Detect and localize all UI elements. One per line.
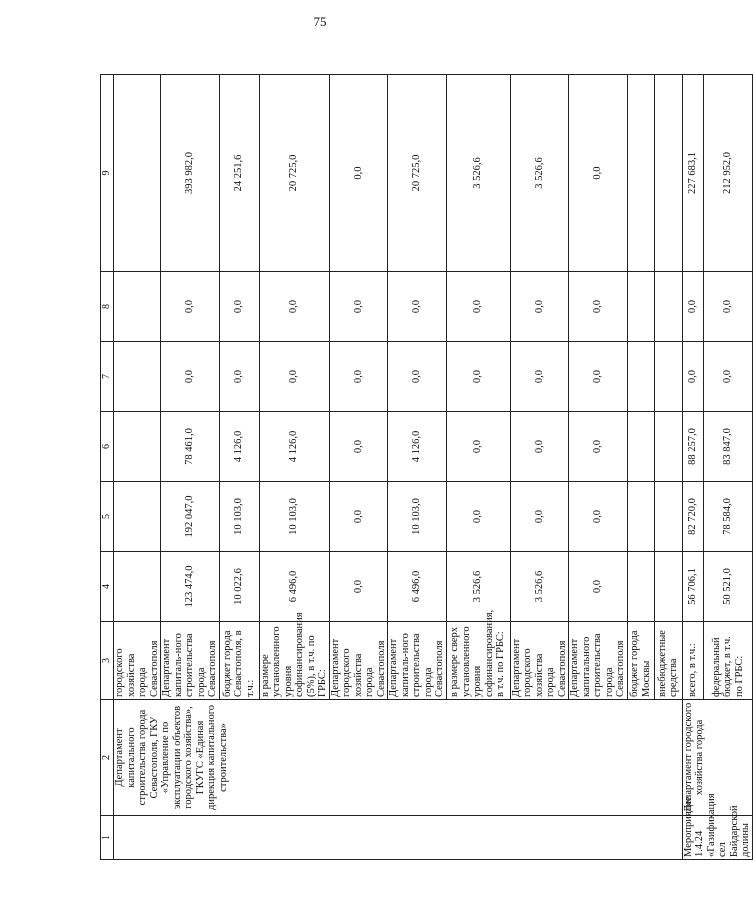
funding-source-cell: в размере сверх установленного уровня софинансирования, в т.ч. по ГРБС: [446,622,510,700]
value-cell [627,75,654,272]
value-cell: 0,0 [510,342,569,412]
value-cell: 0,0 [569,552,628,622]
value-cell: 0,0 [329,482,388,552]
value-cell: 0,0 [446,272,510,342]
value-cell: 0,0 [388,272,447,342]
value-cell [627,272,654,342]
table-row [682,75,704,860]
funding-source-cell: всего, в т.ч.: [682,622,704,700]
value-cell [114,552,161,622]
value-cell: 4 126,0 [259,412,329,482]
value-cell: 0,0 [259,272,329,342]
value-cell: 78 461,0 [161,412,220,482]
value-cell: 0,0 [569,482,628,552]
value-cell [627,342,654,412]
value-cell: 10 103,0 [259,482,329,552]
column-number-4: 4 [101,552,114,622]
value-cell: 3 526,6 [510,552,569,622]
value-cell [654,552,682,622]
table-body [101,75,753,860]
value-cell [627,482,654,552]
value-cell [654,412,682,482]
value-cell: 0,0 [259,342,329,412]
value-cell: 0,0 [219,272,259,342]
value-cell: 123 474,0 [161,552,220,622]
value-cell: 0,0 [569,75,628,272]
value-cell: 6 496,0 [259,552,329,622]
value-cell [654,272,682,342]
value-cell: 0,0 [682,342,704,412]
value-cell [114,75,161,272]
value-cell: 3 526,6 [446,552,510,622]
value-cell: 82 720,0 [682,482,704,552]
column-number-2: 2 [101,700,114,816]
value-cell: 0,0 [329,412,388,482]
value-cell: 0,0 [329,272,388,342]
value-cell: 0,0 [329,342,388,412]
header-row [101,75,114,860]
column-number-6: 6 [101,412,114,482]
value-cell: 0,0 [510,412,569,482]
value-cell: 3 526,6 [510,75,569,272]
value-cell: 0,0 [569,272,628,342]
value-cell: 0,0 [569,412,628,482]
value-cell: 0,0 [510,272,569,342]
value-cell: 0,0 [329,75,388,272]
funding-source-cell: Департамент капиталь-ного строительства города Севастополя [388,622,447,700]
responsible-executor-cell: Департамент капитального строительства города Севастополя, ГКУ «Управление по эксплуатации объектов городского хозяйства», ГКУГС «Единая дирекция капитального строительства» [114,700,683,816]
column-number-7: 7 [101,342,114,412]
value-cell: 0,0 [704,272,752,342]
value-cell: 393 982,0 [161,75,220,272]
funding-source-cell: внебюджетные средства [654,622,682,700]
value-cell: 10 022,6 [219,552,259,622]
value-cell: 4 126,0 [219,412,259,482]
value-cell: 10 103,0 [388,482,447,552]
funding-source-cell: в размере установленного уровня софинансирования (5%), в т.ч. по ГРБС: [259,622,329,700]
page-number: 75 [313,14,327,29]
value-cell: 0,0 [446,342,510,412]
value-cell [114,342,161,412]
measure-name-cell: Мероприятие 1.4.24 «Газификация сел Байдарской долины [682,816,752,860]
value-cell [114,412,161,482]
value-cell: 227 683,1 [682,75,704,272]
value-cell [654,482,682,552]
value-cell: 20 725,0 [388,75,447,272]
column-number-8: 8 [101,272,114,342]
value-cell [114,482,161,552]
column-number-3: 3 [101,622,114,700]
column-number-9: 9 [101,75,114,272]
value-cell: 0,0 [219,342,259,412]
value-cell [114,272,161,342]
value-cell: 6 496,0 [388,552,447,622]
value-cell: 56 706,1 [682,552,704,622]
value-cell: 50 521,0 [704,552,752,622]
value-cell: 0,0 [510,482,569,552]
value-cell: 0,0 [161,272,220,342]
funding-source-cell: Департамент капиталь-ного строительства города Севастополя [161,622,220,700]
funding-source-cell: Департамент городского хозяйства города Севастополя [329,622,388,700]
value-cell: 0,0 [569,342,628,412]
value-cell [627,552,654,622]
funding-source-cell: Департамент городского хозяйства города Севастополя [510,622,569,700]
value-cell: 20 725,0 [259,75,329,272]
budget-table-rotated [100,75,751,860]
column-number-1: 1 [101,816,114,860]
value-cell: 24 251,6 [219,75,259,272]
funding-source-cell: бюджет города Севастополя, в т.ч.: [219,622,259,700]
value-cell: 10 103,0 [219,482,259,552]
value-cell [627,412,654,482]
value-cell: 0,0 [704,342,752,412]
value-cell: 83 847,0 [704,412,752,482]
value-cell: 0,0 [329,552,388,622]
value-cell [654,75,682,272]
value-cell [654,342,682,412]
measure-cell [114,816,683,860]
value-cell: 0,0 [446,482,510,552]
column-number-5: 5 [101,482,114,552]
budget-table [100,74,753,860]
value-cell: 0,0 [682,272,704,342]
value-cell: 4 126,0 [388,412,447,482]
value-cell: 3 526,6 [446,75,510,272]
value-cell: 0,0 [388,342,447,412]
funding-source-cell: городского хозяйства города Севастополя [114,622,161,700]
funding-source-cell: бюджет города Москвы [627,622,654,700]
value-cell: 78 584,0 [704,482,752,552]
value-cell: 192 047,0 [161,482,220,552]
funding-source-cell: Департамент капитального строительства города Севастополя [569,622,628,700]
value-cell: 0,0 [161,342,220,412]
value-cell: 0,0 [446,412,510,482]
table-row [114,75,161,860]
value-cell: 212 952,0 [704,75,752,272]
funding-source-cell: федеральный бюджет, в т.ч. по ГРБС: [704,622,752,700]
responsible-executor-cell: Департамент городского хозяйства города [682,700,752,816]
value-cell: 88 257,0 [682,412,704,482]
